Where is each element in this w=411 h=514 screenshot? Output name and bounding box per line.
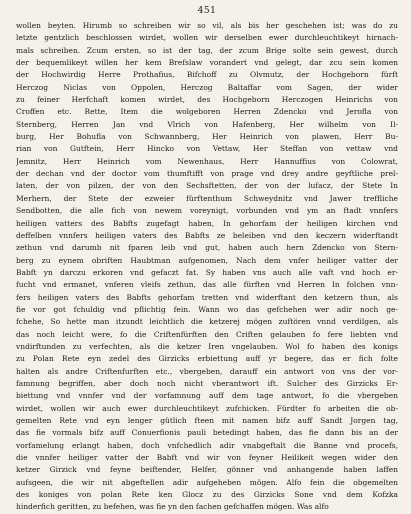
text-line: die vnnfer heiliger vatter der Babft vnd wir von feyner Heilikeit wegen wider den xyxy=(16,453,398,463)
text-line: berg zu eynem obriften Haubtman aufgenomen, Nach dem vnfer heiliger vatter der xyxy=(16,255,398,265)
text-line: das noch leicht were, fo die Criftenfürften den Criften gelauben fo fere liebten vnd xyxy=(16,329,398,339)
text-line: fie vor got fchuldig vnd pflichtig fein. Wann wo das gefchehen wer adir noch ge- xyxy=(16,304,398,314)
text-line: rian von Gutftein, Herr Hincko von Vettaw, Her Steffan von vettaw vnd xyxy=(16,144,398,154)
text-line: halten als andre Criftenfurften etc., vbergeben, darauff ein antwort von vns der vor- xyxy=(16,366,398,376)
text-line: Sendbotten, die alle fich von newem voreynigt, vorbunden vnd ym an ftadt vnnfers xyxy=(16,206,398,216)
text-line: burg, Her Bohufla von Schwannberg, Her Heinrich von plawen, Herr Bu- xyxy=(16,132,398,142)
text-line: fers heiligen vaters des Babfts gehorfam tretten vnd widerftant den ketzern thun, als xyxy=(16,292,398,302)
text-line: wollen beyten. Hirumb so schreiben wir so vil, als bis her geschehen ist; was do zu xyxy=(16,21,398,30)
text-line: der Hochwirdig Herre Prothafius, Bifchoff zu Olvmutz, der Hochgeborn fürft xyxy=(16,70,398,80)
text-line: letzte gentzlich beschlossen wirdet, wollen wir derselben ewer durchleuchtikeyt hirnach- xyxy=(16,33,398,43)
text-line: zu Polan Rete eyn zedel des Girzicks erbiettung auff yr begere, das er fich folte xyxy=(16,354,398,364)
text-line: Babft yn darczu erkoren vnd gefaczt fat. Sy haben vns auch alle vaft vnd hoch er- xyxy=(16,267,398,277)
text-line: fucht vnd ermanet, vnferen vleifs zethun, das alle fürften vnd Herren In folchen vnn- xyxy=(16,280,398,290)
text-line: Herczog Niclas von Oppolen, Herczog Baltaffar vom Sagen, der wider xyxy=(16,82,398,92)
text-line: des koniges von polan Rete ken Glocz zu des Girzicks Sone vnd dem Kofzka xyxy=(16,490,398,500)
text-line: das fie vormals bifz auff Conuerfionis pauli betedingt haben, das fie dann bis an der xyxy=(16,428,398,438)
text-line: Merhern, der Stete der ezweier fürftenthum Schweydnitz vnd Jawer treffliche xyxy=(16,193,398,203)
text-line: der bequemlikeyt willen her kem Brefslaw vorandert vnd gelegt, dar zcu sein komen xyxy=(16,58,398,68)
text-line: der dechan vnd der doctor vom thumftifft von prage vnd drey andre geyftliche prel- xyxy=(16,169,398,179)
text-line: wirdet, wollen wir auch ewer durchleuchtikeyt zufchicken. Fürdter fo arbeiten die ob- xyxy=(16,403,398,413)
text-line: Jemnitz, Herr Heinrich vom Newenhaus, Herr Hannuffius von Colowrat, xyxy=(16,156,398,166)
page-number: 451 xyxy=(197,6,217,16)
text-line: gemelten Rete vnd eyn lenger gütlich fteen mit namen bifz auff Sandt Jorgen tag, xyxy=(16,416,398,425)
text-line: ketzer Girzick vnd feyne beiftender, Helfer, gönner vnd anhangende haben laffen xyxy=(16,465,398,475)
text-line: hinderfich geritten, zu befehen, was fie yn den fachen gefchaffen mögen. Was alfo xyxy=(16,502,329,512)
text-line: laten, der von pilzen, der von den Sechsftetten, der von der lufacz, der Stete In xyxy=(16,181,398,191)
text-line: zethun vnd darumb nit fparen leib vnd gut, haben auch hern Zdencko von Stern- xyxy=(16,243,398,253)
body-text xyxy=(16,20,398,514)
text-line: fchehe, So hette man itzundt leichtlich die ketzerej mögen zuftören vnnd verdilgen, als xyxy=(16,317,398,327)
text-line: deffelben vnnfers heiligen vaters des Babfts ze beleiben vnd den keczern widerftandt xyxy=(16,230,398,240)
text-line: Sternberg, Herren Jan vnd Vlrich von Hafenberg, Her wilhelm von Il- xyxy=(16,119,398,129)
text-line: Croffen etc. Rette, Item die wolgeboren Herren Zdencko vnd Jerofla von xyxy=(16,107,398,117)
text-line: mals schreiben. Zcum ersten, so ist der tag, der zcum Brige solte sein gewest, durch xyxy=(16,45,398,55)
text-line: vorfamelung erlangt haben, doch vnfchedlich adir vnabgeftalt die Banne vnd procefs, xyxy=(16,440,398,450)
text-line: aufsgeen, die wir nit abgeftellen adir aufgeheben mögen. Alfo fein die obgemelten xyxy=(16,477,398,487)
text-line: famnung begriffen, aber doch noch nicht vberantwort ift. Sulcher des Girzicks Er- xyxy=(16,378,398,388)
text-line: heiligen vatters des Babfts zugefagt haben, In gehorfam der heiligen kirchen vnd xyxy=(16,218,398,228)
text-line: vndirftunden zu verfechten, als die ketzer Iren vngelauben. Wol fo haben des konigs xyxy=(16,341,398,351)
text-line: biettung vnd vnnfer vnd der vorfamnung auff dem tage antwort, fo die vbergeben xyxy=(16,391,398,401)
text-line: zu feiner Herfchaft komen wirdet, des Hochgeborn Herczogen Heinrichs von xyxy=(16,95,398,105)
